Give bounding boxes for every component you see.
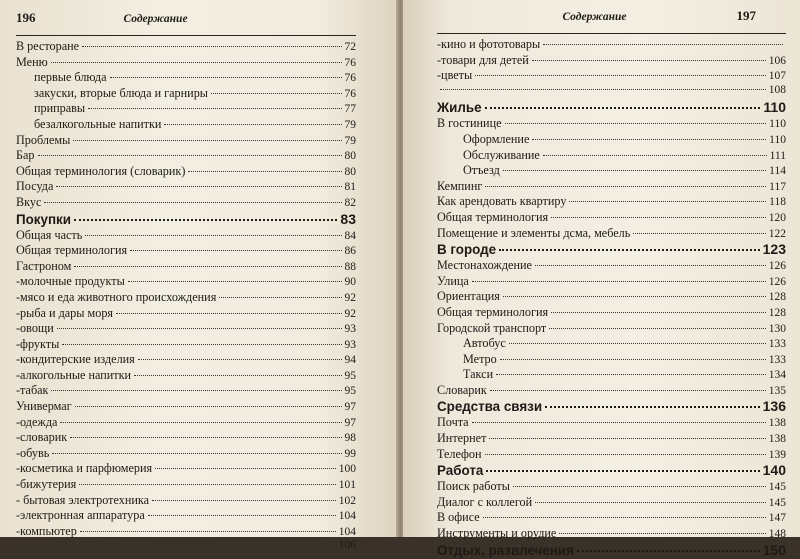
toc-entry-title: Общая терминология (словарик) bbox=[16, 163, 186, 178]
toc-entry bbox=[437, 226, 786, 242]
toc-entry-title: Общая часть bbox=[16, 227, 83, 242]
toc-leader-dots bbox=[535, 265, 766, 266]
toc-entry bbox=[16, 352, 356, 368]
toc-page-number: 133 bbox=[768, 338, 786, 351]
toc-entry bbox=[16, 39, 356, 55]
toc-leader-dots bbox=[134, 375, 341, 376]
toc-leader-dots bbox=[577, 550, 760, 552]
toc-entry-title: В ресторане bbox=[16, 39, 80, 53]
toc-leader-dots bbox=[551, 217, 766, 218]
toc-page-number: 93 bbox=[344, 323, 356, 336]
toc-entry-title: Интернет bbox=[437, 431, 487, 446]
toc-entry-title: Телефон bbox=[437, 446, 482, 461]
toc-entry-title: -молочные продукты bbox=[16, 274, 125, 289]
toc-entry-title: Инструменты и орудие bbox=[437, 526, 557, 541]
toc-leader-dots bbox=[152, 500, 336, 501]
toc-leader-dots bbox=[51, 390, 341, 391]
toc-page-number: 77 bbox=[344, 103, 356, 116]
toc-entry bbox=[437, 53, 786, 69]
toc-leader-dots bbox=[110, 77, 342, 78]
toc-entry-title: Общая терминология bbox=[437, 304, 549, 319]
toc-entry-title: -рыба и дары моря bbox=[16, 305, 114, 320]
toc-page-number: 95 bbox=[344, 385, 356, 398]
toc-entry-title: закуски, вторые блюда и гарниры bbox=[34, 85, 208, 100]
toc-leader-dots bbox=[569, 201, 766, 202]
toc-entry-title: В гостинице bbox=[437, 116, 502, 131]
toc-page-number: 111 bbox=[769, 149, 786, 162]
toc-page-number: 79 bbox=[344, 118, 356, 131]
toc-entry-title: Общая терминология bbox=[16, 243, 128, 258]
toc-entry bbox=[437, 210, 786, 226]
toc-leader-dots bbox=[503, 170, 766, 171]
toc-entry bbox=[16, 117, 356, 133]
toc-page-number: 147 bbox=[768, 512, 786, 525]
toc-leader-dots bbox=[70, 437, 341, 438]
toc-leader-dots bbox=[219, 297, 341, 298]
toc-leader-dots bbox=[545, 406, 760, 408]
toc-entry-title: -алкогольные напитки bbox=[16, 367, 132, 382]
toc-entry-title: Улица bbox=[437, 273, 469, 288]
toc-entry bbox=[437, 479, 786, 495]
toc-entry bbox=[16, 133, 356, 149]
toc-entry bbox=[16, 383, 356, 399]
toc-entry-title: В городе bbox=[437, 242, 497, 258]
toc-section-heading bbox=[437, 99, 786, 116]
left-running-title: Содержание bbox=[123, 13, 188, 25]
toc-section-heading bbox=[437, 542, 786, 559]
toc-entry-title: В офисе bbox=[437, 510, 480, 525]
toc-entry-title: Такси bbox=[463, 367, 494, 382]
toc-entry-title: -обувь bbox=[16, 445, 50, 460]
toc-entry-title: Вкус bbox=[16, 194, 42, 209]
toc-entry-title: Бар bbox=[16, 148, 35, 163]
right-page-number: 197 bbox=[736, 8, 756, 23]
toc-entry bbox=[16, 461, 356, 477]
toc-page-number: 150 bbox=[762, 541, 786, 558]
toc-page-number: 76 bbox=[344, 87, 356, 100]
toc-entry bbox=[16, 86, 356, 102]
toc-leader-dots bbox=[57, 328, 342, 329]
toc-entry-title: Отъезд bbox=[463, 163, 500, 178]
toc-page-number: 84 bbox=[344, 229, 356, 242]
toc-page-number: 100 bbox=[338, 463, 356, 476]
toc-leader-dots bbox=[485, 186, 766, 187]
toc-page-number: 145 bbox=[768, 496, 786, 509]
toc-page-number: 102 bbox=[338, 494, 356, 507]
toc-page-number: 138 bbox=[768, 433, 786, 446]
toc-entry bbox=[437, 321, 786, 337]
toc-leader-dots bbox=[496, 374, 766, 375]
toc-entry-title: Жилье bbox=[437, 100, 482, 116]
toc-entry bbox=[16, 321, 356, 337]
toc-leader-dots bbox=[503, 296, 766, 297]
toc-entry-title: -товари для детей bbox=[437, 52, 529, 67]
toc-entry-title: Общая терминология bbox=[437, 209, 549, 224]
toc-entry-title: первые блюда bbox=[34, 70, 107, 85]
toc-entry-title: -кондитерские изделия bbox=[16, 352, 135, 367]
toc-page-number: 88 bbox=[344, 260, 356, 273]
toc-page-number: 106 bbox=[768, 54, 786, 67]
toc-entry-title: -цветы bbox=[437, 68, 473, 83]
toc-entry-title: Ориентация bbox=[437, 289, 500, 304]
toc-leader-dots bbox=[440, 89, 766, 90]
toc-entry-title: Оформление bbox=[463, 131, 530, 146]
toc-leader-dots bbox=[82, 46, 341, 47]
toc-page-number: 107 bbox=[768, 70, 786, 83]
toc-leader-dots bbox=[75, 406, 342, 407]
toc-page-number: 106 bbox=[338, 539, 356, 552]
toc-entry bbox=[16, 243, 356, 259]
toc-entry bbox=[437, 510, 786, 526]
toc-page-number: 145 bbox=[768, 481, 786, 494]
toc-page-number: 122 bbox=[768, 227, 786, 240]
toc-leader-dots bbox=[549, 328, 765, 329]
toc-entry bbox=[437, 415, 786, 431]
toc-entry bbox=[437, 274, 786, 290]
toc-entry-title: -фрукты bbox=[16, 336, 60, 351]
toc-entry-title: -электронная аппаратура bbox=[16, 508, 145, 523]
toc-page-number: 94 bbox=[344, 354, 356, 367]
toc-entry bbox=[437, 37, 786, 53]
toc-entry-title: Метро bbox=[463, 351, 497, 366]
toc-entry bbox=[437, 68, 786, 84]
left-page bbox=[0, 0, 398, 552]
right-toc-list bbox=[437, 37, 786, 559]
toc-entry bbox=[16, 508, 356, 524]
toc-leader-dots bbox=[543, 155, 767, 156]
toc-entry-title: Меню bbox=[16, 54, 48, 69]
toc-leader-dots bbox=[60, 422, 341, 423]
toc-page-number: 80 bbox=[344, 165, 356, 178]
toc-leader-dots bbox=[79, 484, 335, 485]
toc-leader-dots bbox=[148, 515, 336, 516]
toc-entry-title: Кемпинг bbox=[437, 178, 483, 193]
toc-entry-title: Автобус bbox=[463, 336, 506, 351]
right-header-rule bbox=[437, 33, 786, 34]
toc-page-number: 133 bbox=[768, 353, 786, 366]
toc-entry-title: Гастроном bbox=[16, 258, 72, 273]
toc-entry-title: -косметика и парфюмерия bbox=[16, 461, 153, 476]
toc-entry bbox=[16, 446, 356, 462]
toc-entry-title: Как арендовать квартиру bbox=[437, 194, 567, 209]
toc-entry-title: -компьютер bbox=[16, 523, 77, 538]
toc-entry-title: Универмаг bbox=[16, 399, 72, 414]
toc-leader-dots bbox=[155, 468, 336, 469]
toc-page-number: 123 bbox=[762, 241, 786, 258]
toc-leader-dots bbox=[509, 343, 766, 344]
toc-entry bbox=[16, 195, 356, 211]
toc-entry bbox=[16, 306, 356, 322]
toc-leader-dots bbox=[535, 502, 766, 503]
toc-entry bbox=[437, 163, 786, 179]
toc-leader-dots bbox=[19, 544, 336, 545]
toc-entry bbox=[437, 447, 786, 463]
toc-page-number: 92 bbox=[344, 291, 356, 304]
toc-entry-title: - бытовая электротехника bbox=[16, 492, 150, 507]
toc-entry-title: Проблемы bbox=[16, 132, 71, 147]
toc-leader-dots bbox=[475, 75, 766, 76]
toc-entry-title: Помещение и элементы дсма, мебель bbox=[437, 225, 631, 240]
right-page-header bbox=[437, 8, 786, 30]
left-page-header bbox=[16, 10, 356, 32]
toc-leader-dots bbox=[486, 470, 759, 472]
toc-page-number: 114 bbox=[769, 165, 786, 178]
toc-entry-title: Обслуживание bbox=[463, 147, 540, 162]
toc-page-number: 138 bbox=[768, 417, 786, 430]
toc-section-heading bbox=[16, 211, 356, 228]
toc-section-heading bbox=[437, 241, 786, 258]
toc-entry-title: Отдых, развлечения bbox=[437, 542, 574, 558]
toc-entry-title: Поиск работы bbox=[437, 479, 510, 494]
toc-entry-title: -овощи bbox=[16, 321, 54, 336]
toc-entry bbox=[16, 399, 356, 415]
toc-entry bbox=[437, 431, 786, 447]
toc-leader-dots bbox=[73, 140, 341, 141]
toc-entry bbox=[437, 132, 786, 148]
toc-page-number: 79 bbox=[344, 134, 356, 147]
toc-page-number: 80 bbox=[344, 150, 356, 163]
toc-leader-dots bbox=[38, 155, 342, 156]
toc-leader-dots bbox=[472, 422, 766, 423]
toc-entry bbox=[437, 336, 786, 352]
left-page-number: 196 bbox=[16, 10, 36, 25]
toc-page-number: 76 bbox=[344, 72, 356, 85]
toc-entry-title: -мясо и еда животного происхождения bbox=[16, 289, 217, 304]
toc-leader-dots bbox=[490, 390, 766, 391]
toc-entry bbox=[16, 228, 356, 244]
toc-leader-dots bbox=[51, 62, 342, 63]
toc-entry-title: -табак bbox=[16, 383, 49, 398]
toc-entry bbox=[16, 539, 356, 555]
toc-entry-title: Диалог с коллегой bbox=[437, 494, 533, 509]
toc-leader-dots bbox=[88, 108, 341, 109]
toc-leader-dots bbox=[85, 235, 341, 236]
toc-entry-title: Средства связи bbox=[437, 399, 543, 415]
toc-leader-dots bbox=[559, 533, 765, 534]
toc-entry bbox=[437, 526, 786, 542]
toc-entry-title: Покупки bbox=[16, 211, 71, 227]
toc-entry bbox=[437, 495, 786, 511]
toc-page-number: 134 bbox=[768, 369, 786, 382]
toc-page-number: 120 bbox=[768, 211, 786, 224]
toc-leader-dots bbox=[128, 281, 342, 282]
toc-leader-dots bbox=[500, 359, 766, 360]
toc-entry bbox=[437, 148, 786, 164]
toc-entry-title: Словарик bbox=[437, 382, 487, 397]
toc-leader-dots bbox=[44, 202, 341, 203]
toc-entry-title: Работа bbox=[437, 463, 484, 479]
toc-page-number: 135 bbox=[768, 384, 786, 397]
toc-entry-title: -кино и фототовары bbox=[437, 37, 541, 51]
toc-entry bbox=[437, 289, 786, 305]
toc-leader-dots bbox=[74, 219, 337, 221]
toc-page-number: 86 bbox=[344, 245, 356, 258]
toc-leader-dots bbox=[80, 531, 336, 532]
toc-page-number: 95 bbox=[344, 369, 356, 382]
toc-page-number: 126 bbox=[768, 260, 786, 273]
toc-leader-dots bbox=[532, 60, 766, 61]
toc-leader-dots bbox=[164, 124, 341, 125]
toc-entry bbox=[16, 477, 356, 493]
toc-entry-title: Почта bbox=[437, 415, 469, 430]
toc-entry bbox=[16, 493, 356, 509]
toc-page-number: 128 bbox=[768, 306, 786, 319]
toc-section-heading bbox=[437, 462, 786, 479]
toc-page-number: 97 bbox=[344, 401, 356, 414]
toc-entry bbox=[437, 352, 786, 368]
toc-entry bbox=[16, 290, 356, 306]
toc-leader-dots bbox=[130, 250, 341, 251]
toc-page-number: 93 bbox=[344, 338, 356, 351]
toc-page-number: 81 bbox=[344, 181, 356, 194]
toc-page-number: 110 bbox=[769, 118, 786, 131]
toc-entry bbox=[16, 259, 356, 275]
right-page bbox=[403, 0, 800, 558]
toc-page-number: 139 bbox=[768, 448, 786, 461]
toc-leader-dots bbox=[188, 171, 341, 172]
toc-entry bbox=[16, 430, 356, 446]
toc-leader-dots bbox=[472, 281, 766, 282]
toc-leader-dots bbox=[483, 517, 766, 518]
toc-leader-dots bbox=[489, 438, 765, 439]
toc-page-number: 140 bbox=[762, 462, 786, 479]
toc-leader-dots bbox=[62, 344, 341, 345]
toc-entry-title: Посуда bbox=[16, 179, 54, 194]
toc-page-number: 76 bbox=[344, 56, 356, 69]
toc-page-number: 97 bbox=[344, 416, 356, 429]
toc-page-number: 83 bbox=[340, 210, 356, 227]
toc-page-number: 72 bbox=[344, 41, 356, 53]
toc-entry-title: -одежда bbox=[16, 414, 58, 429]
toc-page-number: 118 bbox=[769, 196, 786, 209]
toc-entry bbox=[437, 383, 786, 399]
toc-entry bbox=[437, 258, 786, 274]
toc-entry bbox=[437, 116, 786, 132]
toc-entry bbox=[437, 84, 786, 100]
toc-entry bbox=[437, 367, 786, 383]
toc-leader-dots bbox=[505, 123, 767, 124]
toc-leader-dots bbox=[56, 186, 341, 187]
toc-entry bbox=[16, 101, 356, 117]
toc-page-number: 108 bbox=[768, 83, 786, 96]
toc-page-number: 98 bbox=[344, 432, 356, 445]
right-running-title: Содержание bbox=[562, 11, 627, 23]
toc-entry bbox=[16, 524, 356, 540]
toc-page-number: 82 bbox=[344, 196, 356, 209]
toc-page-number: 148 bbox=[768, 528, 786, 541]
toc-leader-dots bbox=[138, 359, 342, 360]
toc-entry-title: Городской транспорт bbox=[437, 320, 547, 335]
toc-entry-title: Местонахождение bbox=[437, 258, 532, 273]
toc-entry bbox=[16, 148, 356, 164]
toc-section-heading bbox=[437, 398, 786, 415]
toc-page-number: 110 bbox=[763, 99, 786, 116]
toc-entry-title: приправы bbox=[34, 101, 86, 116]
toc-page-number: 90 bbox=[344, 276, 356, 289]
toc-page-number: 126 bbox=[768, 275, 786, 288]
toc-leader-dots bbox=[543, 44, 783, 45]
toc-leader-dots bbox=[211, 93, 342, 94]
toc-leader-dots bbox=[74, 266, 341, 267]
toc-entry bbox=[16, 368, 356, 384]
left-toc-list bbox=[16, 39, 356, 555]
toc-leader-dots bbox=[116, 313, 341, 314]
toc-leader-dots bbox=[485, 107, 761, 109]
toc-leader-dots bbox=[633, 233, 765, 234]
toc-leader-dots bbox=[513, 486, 766, 487]
toc-leader-dots bbox=[499, 249, 760, 251]
toc-page-number: 104 bbox=[338, 525, 356, 538]
toc-entry bbox=[437, 179, 786, 195]
toc-entry bbox=[16, 70, 356, 86]
toc-page-number: 117 bbox=[769, 180, 786, 193]
toc-entry-title: безалкогольные напитки bbox=[34, 116, 162, 131]
toc-entry bbox=[16, 274, 356, 290]
toc-page-number: 110 bbox=[769, 133, 786, 146]
toc-leader-dots bbox=[52, 453, 341, 454]
toc-entry bbox=[16, 164, 356, 180]
toc-page-number: 99 bbox=[344, 447, 356, 460]
toc-entry bbox=[16, 179, 356, 195]
toc-leader-dots bbox=[485, 454, 766, 455]
toc-entry bbox=[16, 415, 356, 431]
toc-page-number: 128 bbox=[768, 291, 786, 304]
toc-page-number: 92 bbox=[344, 307, 356, 320]
toc-page-number: 130 bbox=[768, 322, 786, 335]
toc-leader-dots bbox=[532, 139, 766, 140]
toc-page-number: 136 bbox=[762, 398, 786, 415]
toc-entry bbox=[437, 194, 786, 210]
toc-entry bbox=[16, 337, 356, 353]
toc-page-number: 104 bbox=[338, 510, 356, 523]
toc-entry-title: -словарик bbox=[16, 430, 68, 445]
toc-leader-dots bbox=[551, 312, 766, 313]
left-header-rule bbox=[16, 35, 356, 36]
toc-page-number: 101 bbox=[338, 479, 356, 492]
toc-entry-title: -бижутерия bbox=[16, 477, 77, 492]
toc-entry bbox=[16, 55, 356, 71]
toc-entry bbox=[437, 305, 786, 321]
